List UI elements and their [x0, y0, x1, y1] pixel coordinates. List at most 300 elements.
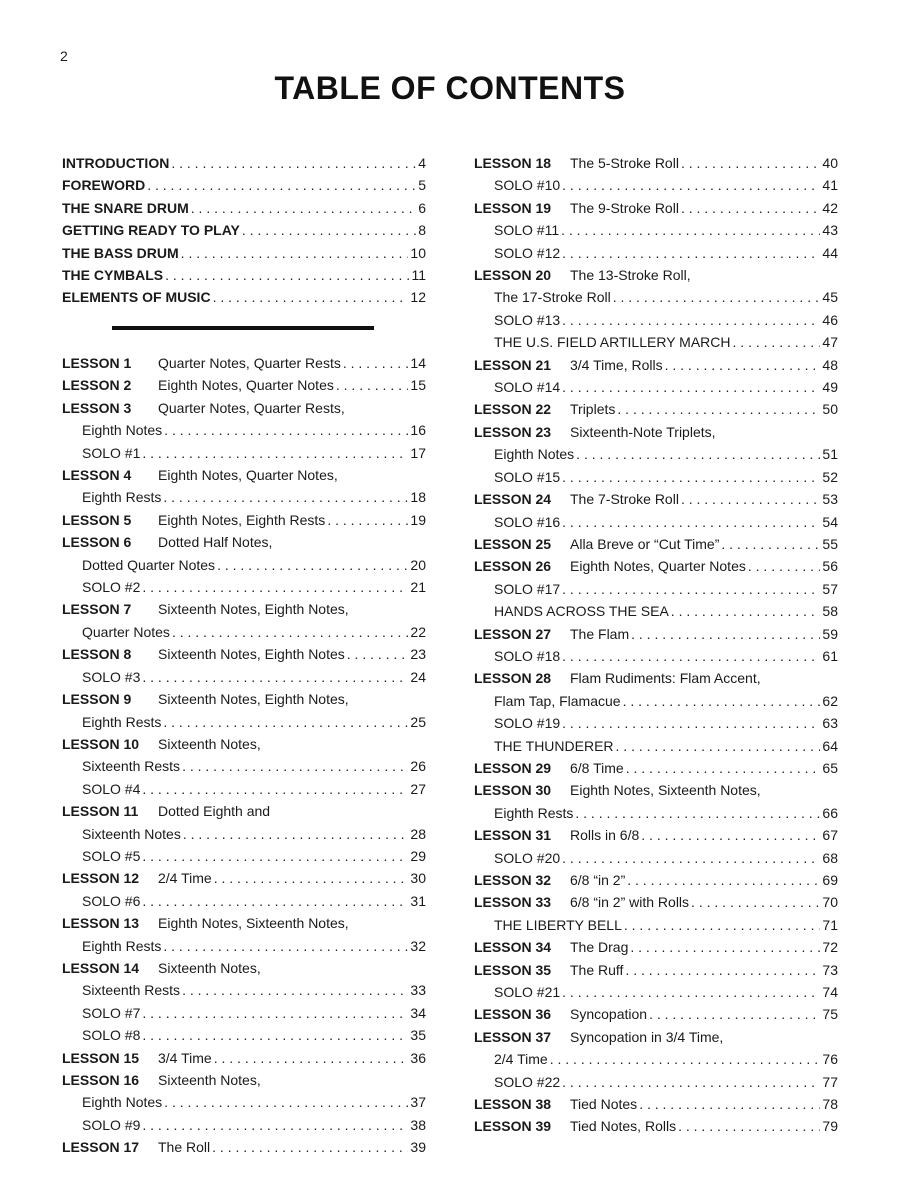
lesson-entry[interactable]: [474, 667, 838, 712]
dot-leader: [613, 286, 821, 308]
lesson-entry[interactable]: [474, 398, 838, 420]
dot-leader: [748, 555, 821, 577]
dot-leader: [671, 600, 821, 622]
lesson-title: Quarter Notes, Quarter Rests: [158, 355, 341, 371]
lesson-entry[interactable]: [474, 1115, 838, 1137]
solo-title: SOLO #5: [82, 847, 141, 864]
lesson-entry[interactable]: [474, 779, 838, 824]
dot-leader: [142, 778, 408, 800]
page-ref: 47: [822, 334, 838, 351]
lesson-title: The 5-Stroke Roll: [570, 155, 679, 171]
dot-leader: [678, 1115, 820, 1137]
lesson-entry[interactable]: [62, 397, 426, 442]
solo-title: SOLO #14: [494, 379, 561, 396]
page-ref: 76: [822, 1051, 838, 1068]
solo-entry[interactable]: [474, 847, 838, 869]
solo-title: SOLO #20: [494, 849, 561, 866]
solo-title: SOLO #10: [494, 177, 561, 194]
page-ref: 54: [822, 513, 838, 530]
lesson-number: LESSON 9: [62, 691, 132, 708]
lesson-title: Tied Notes: [570, 1096, 638, 1113]
toc-entry[interactable]: [62, 242, 426, 264]
lesson-title: The Flam: [570, 625, 630, 642]
dot-leader: [142, 442, 408, 464]
dot-leader: [561, 219, 820, 241]
dot-leader: [617, 398, 820, 420]
page-ref: 11: [411, 267, 426, 284]
solo-title: THE U.S. FIELD ARTILLERY MARCH: [494, 334, 731, 351]
lesson-number: LESSON 15: [62, 1049, 140, 1066]
page-ref: 35: [410, 1027, 426, 1044]
page-ref: 77: [822, 1073, 838, 1090]
lesson-entry[interactable]: [474, 555, 838, 577]
page-ref: 32: [410, 937, 426, 954]
entry-label: THE CYMBALS: [62, 267, 164, 284]
toc-entry[interactable]: [62, 197, 426, 219]
page-ref: 41: [822, 177, 838, 194]
lesson-title-continued: Eighth Notes: [494, 446, 575, 463]
lesson-number: LESSON 25: [474, 535, 552, 552]
entry-label: THE BASS DRUM: [62, 244, 179, 261]
lesson-number: LESSON 21: [474, 356, 552, 373]
dot-leader: [562, 578, 820, 600]
dot-leader: [142, 576, 408, 598]
dot-leader: [142, 666, 408, 688]
page-ref: 78: [822, 1096, 838, 1113]
lesson-entry[interactable]: [474, 421, 838, 466]
toc-entry[interactable]: [62, 264, 426, 286]
page-ref: 59: [822, 625, 838, 642]
lesson-number: LESSON 2: [62, 377, 132, 394]
lesson-title: Quarter Notes, Quarter Rests,: [158, 399, 345, 416]
lesson-number: LESSON 32: [474, 872, 552, 888]
lesson-entry[interactable]: [62, 464, 426, 509]
dot-leader: [681, 488, 820, 510]
lesson-title-continued: Eighth Notes: [82, 1094, 163, 1111]
dot-leader: [681, 152, 820, 174]
page-ref: 30: [410, 870, 426, 887]
dot-leader: [627, 869, 820, 891]
page-ref: 56: [822, 558, 838, 575]
page-ref: 71: [822, 916, 838, 933]
lesson-entry[interactable]: [474, 623, 838, 645]
lesson-number: LESSON 34: [474, 939, 552, 956]
dot-leader: [183, 823, 409, 845]
lesson-entry[interactable]: [62, 509, 426, 531]
dot-leader: [721, 533, 820, 555]
page-ref: 12: [410, 289, 426, 306]
lesson-title: Flam Rudiments: Flam Accent,: [570, 670, 761, 687]
page-ref: 53: [822, 491, 838, 508]
solo-title: HANDS ACROSS THE SEA: [494, 603, 669, 620]
solo-title: SOLO #11: [494, 222, 560, 239]
page-ref: 52: [822, 468, 838, 485]
lesson-number: LESSON 18: [474, 155, 552, 171]
dot-leader: [562, 847, 820, 869]
lesson-title: Sixteenth-Note Triplets,: [570, 423, 716, 440]
lesson-title: Syncopation: [570, 1006, 648, 1023]
page-ref: 58: [822, 603, 838, 620]
lesson-entry[interactable]: [474, 152, 838, 174]
lesson-entry[interactable]: [62, 598, 426, 643]
dot-leader: [562, 376, 820, 398]
solo-entry[interactable]: [62, 778, 426, 800]
lesson-entry[interactable]: [474, 264, 838, 309]
lesson-title: Dotted Eighth and: [158, 803, 271, 820]
page-ref: 64: [822, 737, 838, 754]
dot-leader: [576, 443, 820, 465]
lesson-entry[interactable]: [62, 957, 426, 1002]
lesson-title: Eighth Notes, Eighth Rests: [158, 511, 326, 528]
page-ref: 14: [410, 355, 426, 371]
solo-title: SOLO #19: [494, 715, 561, 732]
dot-leader: [624, 914, 821, 936]
solo-title: SOLO #22: [494, 1073, 561, 1090]
lesson-title-continued: Eighth Notes: [82, 422, 163, 439]
dot-leader: [214, 867, 409, 889]
lesson-entry[interactable]: [62, 1136, 426, 1158]
lesson-number: LESSON 17: [62, 1139, 140, 1156]
page-ref: 33: [410, 982, 426, 999]
dot-leader: [181, 242, 409, 264]
solo-entry[interactable]: [474, 600, 838, 622]
page-ref: 70: [822, 894, 838, 911]
lesson-entry[interactable]: [62, 531, 426, 576]
lesson-number: LESSON 4: [62, 467, 132, 484]
page-ref: 19: [410, 511, 426, 528]
dot-leader: [212, 1136, 408, 1158]
lesson-title-continued: Eighth Rests: [82, 713, 162, 730]
lesson-title-continued: Eighth Rests: [82, 937, 162, 954]
toc-entry[interactable]: [62, 219, 426, 241]
dot-leader: [163, 486, 408, 508]
lesson-title-continued: The 17-Stroke Roll: [494, 289, 611, 306]
solo-entry[interactable]: [474, 466, 838, 488]
solo-entry[interactable]: [474, 174, 838, 196]
lesson-entry[interactable]: [474, 869, 838, 891]
dot-leader: [625, 959, 820, 981]
lesson-entry[interactable]: [474, 959, 838, 981]
page-ref: 28: [410, 825, 426, 842]
page-ref: 55: [822, 535, 838, 552]
page-ref: 39: [410, 1139, 426, 1156]
lesson-entry[interactable]: [62, 1069, 426, 1114]
lesson-entry[interactable]: [474, 354, 838, 376]
dot-leader: [182, 755, 408, 777]
lesson-number: LESSON 5: [62, 511, 132, 528]
dot-leader: [631, 623, 820, 645]
lesson-title: Sixteenth Notes,: [158, 959, 261, 976]
lesson-title: 6/8 Time: [570, 759, 624, 776]
dot-leader: [562, 645, 820, 667]
dot-leader: [562, 174, 820, 196]
lesson-title: The 7-Stroke Roll: [570, 491, 679, 508]
page-ref: 72: [822, 939, 838, 956]
lesson-entry[interactable]: [62, 1047, 426, 1069]
page-ref: 62: [822, 692, 838, 709]
dot-leader: [733, 331, 821, 353]
dot-leader: [623, 690, 821, 712]
solo-title: SOLO #3: [82, 668, 141, 685]
lesson-entry[interactable]: [62, 688, 426, 733]
lesson-title-continued: Quarter Notes: [82, 623, 170, 640]
lesson-title: Triplets: [570, 401, 616, 418]
solo-entry[interactable]: [62, 890, 426, 912]
dot-leader: [562, 981, 820, 1003]
page-ref: 31: [410, 892, 426, 909]
solo-title: SOLO #8: [82, 1027, 141, 1044]
lesson-title-continued: Flam Tap, Flamacue: [494, 692, 621, 709]
dot-leader: [163, 935, 408, 957]
page-title: TABLE OF CONTENTS: [274, 70, 626, 106]
lesson-entry[interactable]: [62, 352, 426, 374]
solo-title: SOLO #15: [494, 468, 561, 485]
dot-leader: [562, 1071, 820, 1093]
lesson-title: The 13-Stroke Roll,: [570, 267, 691, 284]
lesson-entry[interactable]: [474, 1093, 838, 1115]
solo-title: SOLO #17: [494, 580, 561, 597]
solo-title: SOLO #7: [82, 1004, 141, 1021]
page-ref: 43: [822, 222, 838, 239]
dot-leader: [630, 936, 820, 958]
lesson-title: Eighth Notes, Sixteenth Notes,: [570, 782, 761, 799]
lesson-title: The 9-Stroke Roll: [570, 199, 679, 216]
page-ref: 74: [822, 984, 838, 1001]
dot-leader: [164, 419, 408, 441]
solo-entry[interactable]: [62, 1002, 426, 1024]
lesson-title: 2/4 Time: [158, 870, 212, 887]
lesson-title: The Roll: [158, 1139, 211, 1156]
lesson-title-continued: Dotted Quarter Notes: [82, 556, 216, 573]
solo-entry[interactable]: [474, 331, 838, 353]
lesson-number: LESSON 13: [62, 915, 140, 932]
page-ref: 6: [418, 199, 426, 216]
lesson-number: LESSON 11: [62, 803, 139, 820]
lesson-entry[interactable]: [62, 912, 426, 957]
lesson-title: Sixteenth Notes, Eighth Notes,: [158, 691, 349, 708]
lesson-entry[interactable]: [474, 757, 838, 779]
solo-entry[interactable]: [62, 1024, 426, 1046]
page-ref: 8: [418, 222, 426, 239]
solo-entry[interactable]: [474, 578, 838, 600]
lesson-entry[interactable]: [474, 197, 838, 219]
page-ref: 46: [822, 311, 838, 328]
toc-entry[interactable]: [62, 286, 426, 308]
page-ref: 4: [418, 155, 426, 171]
dot-leader: [191, 197, 416, 219]
page-number: 2: [60, 48, 68, 64]
toc-entry[interactable]: [62, 174, 426, 196]
page-ref: 36: [410, 1049, 426, 1066]
lesson-title: Syncopation in 3/4 Time,: [570, 1028, 724, 1045]
lesson-title-continued: Sixteenth Rests: [82, 982, 181, 999]
lesson-title: 6/8 “in 2”: [570, 872, 626, 888]
lesson-title: Sixteenth Notes,: [158, 1072, 261, 1088]
page-ref: 45: [822, 289, 838, 306]
page-ref: 34: [410, 1004, 426, 1021]
solo-entry[interactable]: [474, 735, 838, 757]
solo-title: SOLO #21: [494, 984, 561, 1001]
lesson-number: LESSON 29: [474, 759, 552, 776]
page-ref: 69: [822, 872, 838, 888]
lesson-title: Sixteenth Notes, Eighth Notes: [158, 646, 345, 663]
lesson-number: LESSON 8: [62, 646, 132, 663]
solo-entry[interactable]: [474, 242, 838, 264]
dot-leader: [182, 979, 408, 1001]
lesson-entry[interactable]: [474, 891, 838, 913]
lessons-list-left: [62, 352, 426, 1159]
solo-entry[interactable]: [62, 1114, 426, 1136]
lesson-number: LESSON 35: [474, 961, 552, 978]
lesson-title-continued: 2/4 Time: [494, 1051, 548, 1068]
entry-label: FOREWORD: [62, 177, 146, 194]
lesson-number: LESSON 27: [474, 625, 552, 642]
entry-label: ELEMENTS OF MUSIC: [62, 289, 211, 306]
lesson-entry[interactable]: [62, 733, 426, 778]
dot-leader: [214, 1047, 409, 1069]
page-ref: 26: [410, 758, 426, 775]
page-ref: 15: [410, 377, 426, 394]
page-ref: 73: [822, 961, 838, 978]
lesson-number: LESSON 7: [62, 601, 132, 618]
lesson-number: LESSON 24: [474, 491, 552, 508]
page-ref: 42: [822, 199, 838, 216]
lesson-title: Rolls in 6/8: [570, 827, 640, 844]
lesson-number: LESSON 3: [62, 399, 132, 416]
lesson-title: Alla Breve or “Cut Time”: [570, 535, 720, 552]
dot-leader: [142, 845, 408, 867]
lesson-entry[interactable]: [474, 1026, 838, 1071]
lesson-title: Eighth Notes, Quarter Notes,: [158, 467, 338, 484]
lesson-number: LESSON 39: [474, 1118, 552, 1135]
solo-entry[interactable]: [62, 666, 426, 688]
solo-title: SOLO #9: [82, 1116, 141, 1133]
page-ref: 48: [822, 356, 838, 373]
lesson-entry[interactable]: [474, 488, 838, 510]
solo-entry[interactable]: [62, 442, 426, 464]
solo-entry[interactable]: [62, 576, 426, 598]
dot-leader: [347, 643, 409, 665]
entry-label: GETTING READY TO PLAY: [62, 222, 240, 239]
dot-leader: [217, 554, 408, 576]
lesson-number: LESSON 16: [62, 1072, 140, 1088]
lesson-entry[interactable]: [474, 824, 838, 846]
lesson-title: 3/4 Time: [158, 1049, 212, 1066]
lesson-number: LESSON 30: [474, 782, 552, 799]
lesson-title: Eighth Notes, Quarter Notes: [158, 377, 334, 394]
lesson-title: 6/8 “in 2” with Rolls: [570, 894, 690, 911]
lesson-entry[interactable]: [62, 800, 426, 845]
page-ref: 29: [410, 847, 426, 864]
solo-title: SOLO #16: [494, 513, 561, 530]
entry-label: INTRODUCTION: [62, 155, 170, 171]
page-ref: 66: [822, 804, 838, 821]
lesson-entry[interactable]: [474, 1003, 838, 1025]
solo-entry[interactable]: [474, 914, 838, 936]
solo-entry[interactable]: [62, 845, 426, 867]
dot-leader: [172, 621, 408, 643]
page-ref: 79: [822, 1118, 838, 1135]
dot-leader: [147, 174, 416, 196]
solo-title: SOLO #6: [82, 892, 141, 909]
page-ref: 18: [410, 489, 426, 506]
dot-leader: [639, 1093, 820, 1115]
solo-entry[interactable]: [474, 511, 838, 533]
lesson-entry[interactable]: [62, 867, 426, 889]
dot-leader: [665, 354, 821, 376]
solo-title: SOLO #12: [494, 244, 561, 261]
page-ref: 65: [822, 759, 838, 776]
dot-leader: [616, 735, 821, 757]
lesson-title: The Ruff: [570, 961, 624, 978]
lesson-number: LESSON 6: [62, 534, 132, 551]
lesson-title-continued: Eighth Rests: [82, 489, 162, 506]
lesson-entry[interactable]: [474, 533, 838, 555]
dot-leader: [562, 712, 820, 734]
lesson-number: LESSON 33: [474, 894, 552, 911]
page-ref: 67: [822, 827, 838, 844]
lesson-title: Eighth Notes, Quarter Notes: [570, 558, 746, 575]
dot-leader: [163, 711, 408, 733]
dot-leader: [626, 757, 821, 779]
solo-title: THE LIBERTY BELL: [494, 916, 622, 933]
section-divider: [112, 326, 374, 330]
solo-entry[interactable]: [474, 981, 838, 1003]
lesson-number: LESSON 28: [474, 670, 552, 687]
solo-title: SOLO #2: [82, 579, 141, 596]
solo-entry[interactable]: [474, 645, 838, 667]
page-ref: 10: [410, 244, 426, 261]
page-ref: 49: [822, 379, 838, 396]
page-ref: 75: [822, 1006, 838, 1023]
dot-leader: [142, 1024, 408, 1046]
page-ref: 57: [822, 580, 838, 597]
lesson-number: LESSON 31: [474, 827, 552, 844]
dot-leader: [681, 197, 820, 219]
solo-entry[interactable]: [474, 712, 838, 734]
page-ref: 38: [410, 1116, 426, 1133]
toc-entry[interactable]: [62, 152, 426, 174]
page-ref: 16: [410, 422, 426, 439]
page-ref: 5: [418, 177, 426, 194]
lesson-number: LESSON 38: [474, 1096, 552, 1113]
dot-leader: [343, 352, 409, 374]
lesson-number: LESSON 12: [62, 870, 140, 887]
page-ref: 50: [822, 401, 838, 418]
lesson-entry[interactable]: [474, 936, 838, 958]
solo-entry[interactable]: [474, 376, 838, 398]
solo-entry[interactable]: [474, 1071, 838, 1093]
lesson-entry[interactable]: [62, 374, 426, 396]
lesson-title: 3/4 Time, Rolls: [570, 356, 663, 373]
dot-leader: [165, 264, 409, 286]
solo-entry[interactable]: [474, 309, 838, 331]
page-ref: 68: [822, 849, 838, 866]
lesson-title: Eighth Notes, Sixteenth Notes,: [158, 915, 349, 932]
lesson-title-continued: Eighth Rests: [494, 804, 574, 821]
lesson-number: LESSON 23: [474, 423, 552, 440]
lesson-number: LESSON 1: [62, 355, 132, 371]
lesson-entry[interactable]: [62, 643, 426, 665]
dot-leader: [171, 152, 416, 174]
lesson-number: LESSON 20: [474, 267, 552, 284]
page-ref: 20: [410, 556, 426, 573]
page-ref: 61: [822, 647, 838, 664]
page-ref: 37: [410, 1094, 426, 1111]
dot-leader: [213, 286, 409, 308]
solo-entry[interactable]: [474, 219, 838, 241]
page-ref: 40: [822, 155, 838, 171]
